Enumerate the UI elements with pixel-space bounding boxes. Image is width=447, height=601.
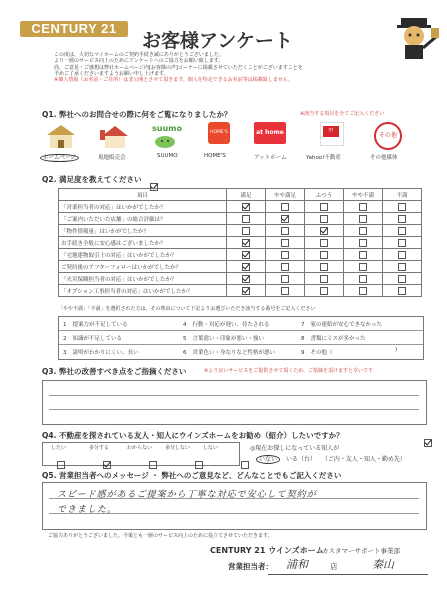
reason-number: 2 [63, 336, 67, 342]
rating-cell [266, 261, 305, 273]
footer-company: CENTURY 21 ウインズホーム [210, 546, 324, 555]
rating-cell [383, 249, 422, 261]
reason-item [301, 348, 333, 356]
row-label: お手続き全般に安心感はございましたか？ [59, 237, 227, 249]
rating-cell [227, 201, 266, 213]
rating-checkbox[interactable] [242, 263, 250, 271]
rating-cell [344, 249, 383, 261]
open-house-icon [98, 122, 132, 150]
rating-cell [344, 201, 383, 213]
yahoo-logo: Y! [320, 122, 344, 146]
q5-answer-line-2: できました。 [57, 505, 118, 515]
reason-number: 6 [183, 350, 187, 356]
q1-options [40, 122, 430, 166]
sub-option-none[interactable]: いない [256, 455, 280, 464]
reason-close: ) [395, 347, 398, 353]
rating-checkbox[interactable] [320, 275, 328, 283]
reason-text: その他（ [310, 350, 333, 356]
suumo-mascot-icon [152, 133, 178, 149]
rating-cell [383, 237, 422, 249]
reason-text: 言葉遣い・印象が悪い・強い [192, 336, 265, 342]
rating-checkbox[interactable] [242, 275, 250, 283]
option-label-athome: アットホーム [254, 155, 287, 161]
row-label: 「火災保険担当者の対応」はいかがでしたか？ [59, 273, 227, 285]
reason-number: 4 [183, 322, 187, 328]
rating-cell [344, 225, 383, 237]
q1-note: ※該当する項目を全てご記入ください [300, 111, 385, 117]
reason-item [183, 320, 270, 328]
q4-sub-options [256, 456, 406, 464]
col-header-item: 項目 [59, 189, 227, 201]
rating-cell [266, 237, 305, 249]
col-header: やや不満 [344, 189, 383, 201]
athome-logo: at home [254, 122, 286, 144]
table-row [59, 273, 422, 285]
reason-text: 知識が不足している [72, 336, 123, 342]
q4-option-checkbox[interactable] [149, 461, 157, 469]
page-title: お客様アンケート [142, 30, 293, 52]
reason-grid [58, 316, 424, 360]
col-header: やや満足 [266, 189, 305, 201]
table-row [59, 201, 422, 213]
rating-cell [383, 213, 422, 225]
reason-text: 説明がわかりにくい、長い [72, 350, 139, 356]
option-label-suumo: SUUMO [157, 153, 178, 159]
rating-cell [266, 225, 305, 237]
rating-checkbox[interactable] [398, 263, 406, 271]
rating-cell [227, 261, 266, 273]
table-row [59, 237, 422, 249]
option-label-open-house: 現地販売会 [98, 155, 126, 161]
rating-cell [344, 285, 383, 297]
table-row [59, 225, 422, 237]
sub-option-some[interactable]: いる（台） [285, 456, 316, 463]
intro-line: ※個人情報（お名前・ご住所）は非公開とさせて頂きます。個人を特定できるお名前等は掲載致しません。 [54, 77, 294, 83]
rating-checkbox[interactable] [320, 215, 328, 223]
q4-option-checkbox[interactable] [195, 461, 203, 469]
intro-line: この度は、大切なマイホームのご契約手続き誠にありがとうございました。 [54, 52, 224, 58]
q4-option-checkbox[interactable] [241, 461, 249, 469]
shop-name: 浦和 [286, 558, 308, 571]
rating-checkbox[interactable] [320, 239, 328, 247]
rating-cell [305, 237, 344, 249]
rating-cell [305, 249, 344, 261]
rating-checkbox[interactable] [398, 287, 406, 295]
q3-answer-box[interactable] [42, 380, 427, 425]
reason-text: 書類にミスが多かった [310, 336, 366, 342]
rating-checkbox[interactable] [281, 227, 289, 235]
rating-cell [266, 201, 305, 213]
col-header: ふつう [305, 189, 344, 201]
rating-cell [305, 213, 344, 225]
house-illustration-icon [44, 122, 78, 150]
rating-checkbox[interactable] [320, 251, 328, 259]
rating-checkbox[interactable] [281, 215, 289, 223]
q4-option-label: したい [51, 445, 67, 451]
rating-checkbox[interactable] [242, 203, 250, 211]
rating-checkbox[interactable] [359, 227, 367, 235]
q5-heading: Q5. 営業担当者へのメッセージ ・ 弊社へのご意見など、どんなことでもご記入ください [42, 471, 342, 480]
reason-text: 家の連絡が安心できなかった [310, 322, 383, 328]
rating-cell [266, 249, 305, 261]
rating-checkbox[interactable] [359, 251, 367, 259]
rating-cell [305, 225, 344, 237]
rating-checkbox[interactable] [398, 215, 406, 223]
rating-checkbox[interactable] [359, 287, 367, 295]
intro-line: より一層のサービス向上のためにアンケートへのご協力をお願い致します。 [54, 58, 224, 65]
brand-logo: CENTURY 21 [20, 21, 128, 37]
q3-heading: Q3. 弊社の改善すべき点をご指摘ください [42, 367, 187, 376]
rating-checkbox[interactable] [359, 275, 367, 283]
q4-option-label: わからない [127, 445, 153, 451]
satisfaction-table [58, 188, 422, 297]
rating-checkbox[interactable] [242, 215, 250, 223]
rating-cell [383, 225, 422, 237]
reason-item [301, 334, 366, 342]
rating-checkbox[interactable] [281, 263, 289, 271]
reason-number: 7 [301, 322, 305, 328]
rating-cell [305, 273, 344, 285]
reason-note: 「やや不満」「不満」を選択された方は、その理由について下記よりお選びいただき該当する番号をご記入ください [58, 306, 316, 312]
rating-checkbox[interactable] [359, 239, 367, 247]
row-label: 「宅地建物取引士の対応」はいかがでしたか？ [59, 249, 227, 261]
rating-checkbox[interactable] [398, 203, 406, 211]
rating-cell [383, 273, 422, 285]
rating-checkbox[interactable] [320, 227, 328, 235]
row-label: ご契約後のアフターフォローはいかがでしたか？ [59, 261, 227, 273]
mascot-icon [383, 14, 441, 62]
rating-checkbox[interactable] [398, 239, 406, 247]
q4-option-label: しない [203, 445, 219, 451]
rating-cell [266, 213, 305, 225]
reason-item [183, 348, 275, 356]
closing-message: ご協力ありがとうございました。今後とも一層のサービス向上のために役立てさせていただきます。 [48, 533, 273, 539]
q3-note: ※より良いサービスをご提供させて頂くため、ご指摘を頂けますと幸いです [204, 368, 373, 374]
table-row [59, 213, 422, 225]
rating-checkbox[interactable] [281, 203, 289, 211]
rating-checkbox[interactable] [398, 251, 406, 259]
table-row [59, 261, 422, 273]
reason-text: 提案力が不足している [72, 322, 128, 328]
rating-checkbox[interactable] [320, 203, 328, 211]
intro-line: 尚、ご意見・ご感想は弊社ホームページ内[お客様の声]コーナーに掲載させていただくことがございますことを [54, 64, 303, 71]
q4-option-checkbox[interactable] [57, 461, 65, 469]
q4-options-box [42, 442, 240, 466]
rating-cell [227, 273, 266, 285]
rating-checkbox[interactable] [359, 215, 367, 223]
q4-option-checkbox[interactable] [103, 461, 111, 469]
footer-dept: カスタマーサポート事業部 [322, 547, 400, 555]
q4-option-label: 多分しない [165, 445, 191, 451]
rating-checkbox[interactable] [281, 275, 289, 283]
reason-number: 9 [301, 350, 305, 356]
q4-check-mark [424, 439, 432, 447]
other-media-icon: その他 [374, 122, 402, 150]
rating-checkbox[interactable] [359, 263, 367, 271]
reason-number: 8 [301, 336, 305, 342]
option-label-yahoo: Yahoo!不動産 [306, 155, 341, 161]
rating-checkbox[interactable] [242, 287, 250, 295]
rating-cell [305, 285, 344, 297]
reason-text: 営業色い・身なりなど性格が悪い [192, 350, 276, 356]
rating-checkbox[interactable] [242, 227, 250, 235]
rating-cell [344, 273, 383, 285]
shop-suffix: 店 [330, 562, 338, 571]
sub-option-relation[interactable]: （ご内・友人・知人・勤め先） [321, 456, 406, 463]
intro-line: 予めご了承くださいますようお願い申し上げます。 [54, 70, 169, 77]
reason-item [63, 320, 128, 328]
rating-cell [227, 285, 266, 297]
reason-number: 1 [63, 322, 67, 328]
reason-item [63, 334, 122, 342]
option-label-homes: HOME'S [204, 153, 226, 159]
rating-cell [227, 213, 266, 225]
staff-name: 秦山 [372, 558, 394, 571]
option-label-homepage: ホームページ [40, 154, 79, 162]
rating-cell [344, 261, 383, 273]
q1-heading: Q1. 弊社へのお問合せの際に何をご覧になりましたか？ [42, 110, 232, 119]
rating-cell [227, 237, 266, 249]
rating-checkbox[interactable] [242, 251, 250, 259]
row-label: 「ご案内いただいた店舗」の総合評価は？ [59, 213, 227, 225]
staff-label: 営業担当者： [228, 562, 273, 571]
table-row [59, 249, 422, 261]
rating-checkbox[interactable] [398, 275, 406, 283]
rating-checkbox[interactable] [320, 287, 328, 295]
q4-heading: Q4. 不動産を探されている友人・知人にウインズホームをお勧め（紹介）したいですか？ [42, 431, 344, 440]
table-row [59, 285, 422, 297]
reason-item [301, 320, 382, 328]
col-header: 満足 [227, 189, 266, 201]
rating-cell [266, 273, 305, 285]
rating-checkbox[interactable] [281, 251, 289, 259]
q5-answer-line-1: スピード感があるご提案から丁寧な対応で安心して契約が [57, 490, 317, 500]
reason-number: 3 [63, 350, 67, 356]
q5-answer-box[interactable] [42, 482, 427, 530]
rating-cell [383, 201, 422, 213]
rating-checkbox[interactable] [320, 263, 328, 271]
row-label: 「オプション工事担当者の対応」はいかがでしたか？ [59, 285, 227, 297]
reason-item [63, 348, 139, 356]
rating-cell [266, 285, 305, 297]
option-label-other: その他媒体 [370, 155, 398, 161]
q4-option-label: 多分する [89, 445, 110, 451]
suumo-logo: suumo [152, 124, 182, 133]
rating-cell [227, 249, 266, 261]
rating-cell [383, 261, 422, 273]
rating-checkbox[interactable] [281, 239, 289, 247]
rating-cell [344, 237, 383, 249]
rating-checkbox[interactable] [398, 227, 406, 235]
q4-sub-question: ◎現在お探しになっている知人が [250, 445, 340, 452]
rating-checkbox[interactable] [359, 203, 367, 211]
col-header: 不満 [383, 189, 422, 201]
q2-heading: Q2. 満足度を教えてください [42, 175, 142, 184]
rating-cell [227, 225, 266, 237]
row-label: 「営業担当者の対応」はいかがでしたか？ [59, 201, 227, 213]
rating-cell [305, 261, 344, 273]
table-header-row [59, 189, 422, 201]
rating-checkbox[interactable] [242, 239, 250, 247]
rating-cell [305, 201, 344, 213]
reason-number: 5 [183, 336, 187, 342]
intro-text [54, 52, 384, 83]
row-label: 「物件情報量」はいかがでしたか？ [59, 225, 227, 237]
reason-item [183, 334, 264, 342]
rating-cell [344, 213, 383, 225]
rating-cell [383, 285, 422, 297]
rating-checkbox[interactable] [281, 287, 289, 295]
homes-logo: HOME'S [208, 122, 230, 144]
reason-text: 行動・対応が遅い、待たされる [192, 322, 270, 328]
